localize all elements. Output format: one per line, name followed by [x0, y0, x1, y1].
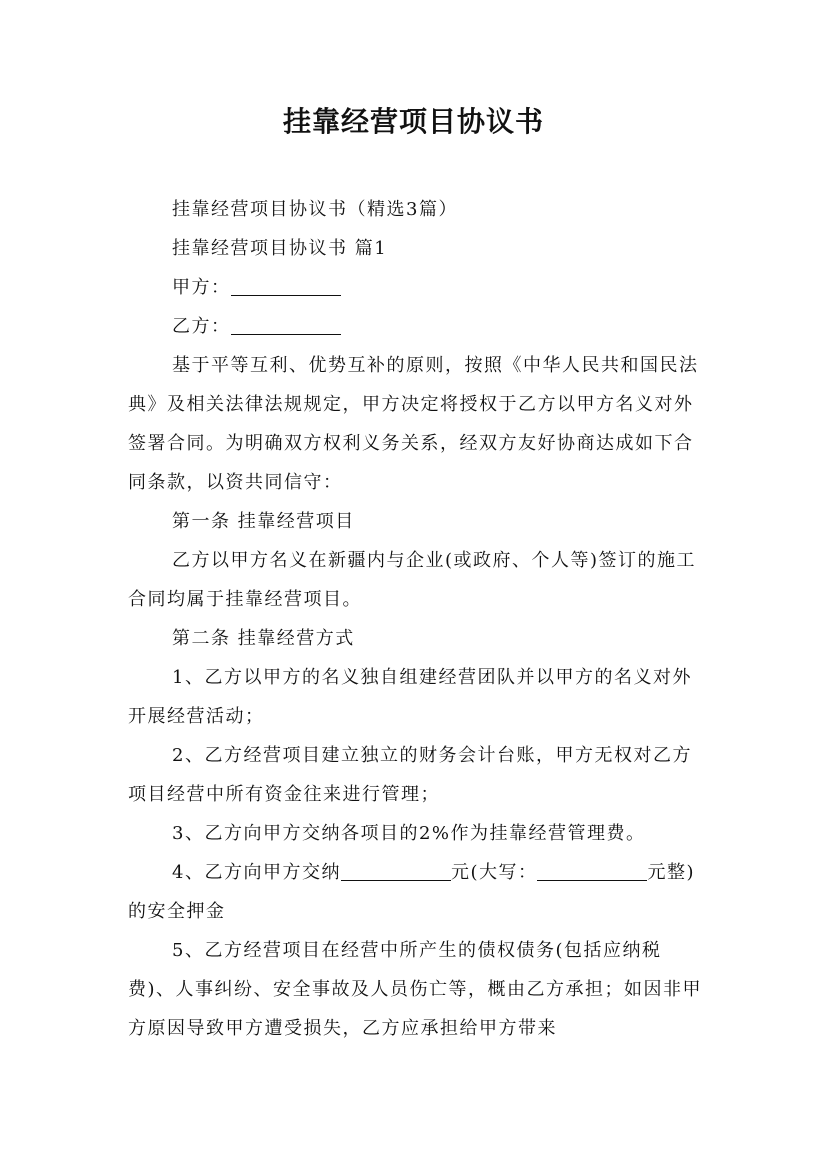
article1-text: 乙方以甲方名义在新疆内与企业(或政府、个人等)签订的施工合同均属于挂靠经营项目。 — [128, 550, 697, 610]
party-a-blank — [231, 275, 341, 296]
party-b-line — [128, 307, 704, 346]
party-b-label: 乙方： — [172, 316, 231, 337]
deposit-amount-words-blank — [537, 860, 647, 881]
item-3: 3、乙方向甲方交纳各项目的2%作为挂靠经营管理费。 — [172, 823, 646, 844]
section-heading: 挂靠经营项目协议书 篇1 — [172, 238, 388, 259]
item-4 — [128, 853, 704, 931]
item-4-part2: 元(大写： — [450, 862, 538, 883]
party-b-blank — [231, 314, 341, 335]
item-5: 5、乙方经营项目在经营中所产生的债权债务(包括应纳税费)、人事纠纷、安全事故及人员伤亡等，概由乙方承担；如因非甲方原因导致甲方遭受损失，乙方应承担给甲方带来 — [128, 940, 703, 1039]
deposit-amount-blank — [341, 860, 451, 881]
article1-heading: 第一条 挂靠经营项目 — [172, 511, 355, 532]
item-2: 2、乙方经营项目建立独立的财务会计台账，甲方无权对乙方项目经营中所有资金往来进行管理； — [128, 745, 692, 805]
item-4-part1: 4、乙方向甲方交纳 — [172, 862, 341, 883]
item-1: 1、乙方以甲方的名义独自组建经营团队并以甲方的名义对外开展经营活动； — [128, 667, 692, 727]
party-a-line — [128, 268, 704, 307]
article2-heading: 第二条 挂靠经营方式 — [172, 628, 355, 649]
item-4-part3: 元整)的安全押金 — [128, 862, 696, 922]
subtitle: 挂靠经营项目协议书（精选3篇） — [172, 199, 458, 220]
intro-paragraph: 基于平等互利、优势互补的原则，按照《中华人民共和国民法典》及相关法律法规规定，甲方决定将授权于乙方以甲方名义对外签署合同。为明确双方权利义务关系，经双方友好协商达成如下合同条款，以资共同信守： — [128, 355, 699, 493]
party-a-label: 甲方： — [172, 277, 231, 298]
document-body — [128, 190, 704, 1048]
document-title: 挂靠经营项目协议书 — [282, 105, 544, 138]
